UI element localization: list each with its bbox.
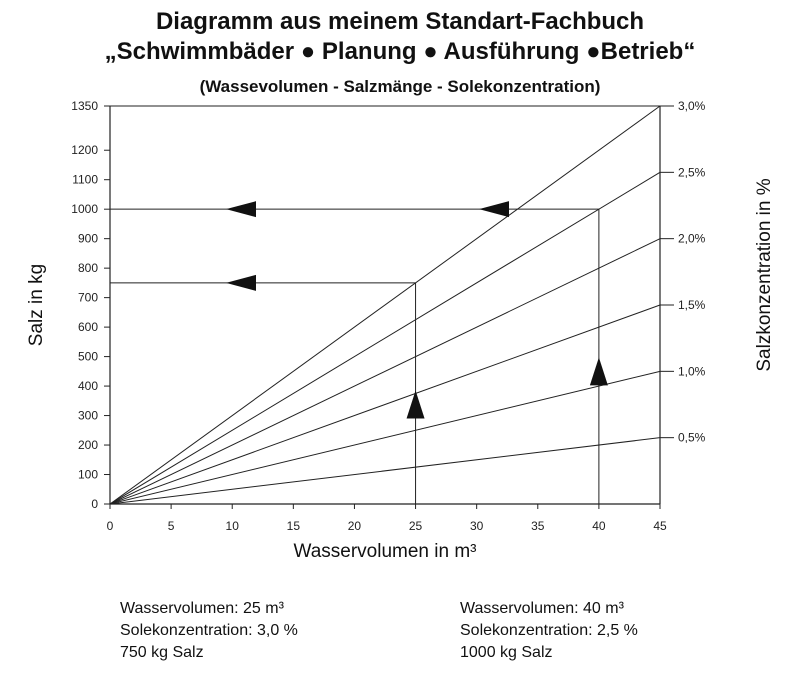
y-axis-label: Salz in kg: [26, 263, 47, 347]
x-tick-label: 30: [469, 519, 484, 533]
y-tick-label: 400: [77, 379, 98, 394]
y-tick-label: 0: [91, 497, 98, 511]
y-tick-label: 1000: [71, 202, 98, 217]
x-tick-label: 5: [167, 519, 175, 533]
x-tick-label: 35: [531, 519, 545, 533]
series-line: [110, 172, 660, 504]
y-tick-label: 700: [77, 290, 98, 305]
note-right-volume: Wasservolumen: 40 m³: [460, 600, 624, 617]
x-tick-label: 20: [347, 519, 362, 533]
chart-title-line-1: Diagramm aus meinem Standart-Fachbuch: [155, 8, 645, 35]
y-tick-label: 600: [77, 320, 98, 335]
series-line: [110, 239, 660, 504]
x-tick-label: 45: [653, 519, 667, 533]
x-axis-label: Wasservolumen in m³: [293, 541, 477, 562]
note-left-volume: Wasservolumen: 25 m³: [120, 600, 284, 617]
y-tick-label: 200: [77, 438, 98, 453]
x-tick-label: 0: [106, 519, 114, 533]
note-left-salt: 750 kg Salz: [120, 644, 204, 661]
x-tick-label: 15: [286, 519, 301, 533]
left-arrow: [226, 201, 256, 217]
x-tick-label: 10: [225, 519, 239, 533]
y-tick-label: 900: [77, 231, 98, 246]
series-label: 2,0%: [678, 231, 706, 246]
y-tick-label: 100: [77, 467, 98, 482]
series-label: 2,5%: [678, 165, 706, 180]
series-line: [110, 371, 660, 504]
x-tick-label: 40: [592, 519, 606, 533]
note-right-concentration: Solekonzentration: 2,5 %: [460, 622, 638, 639]
series-label: 1,5%: [678, 298, 706, 312]
y-tick-label: 300: [77, 408, 98, 423]
example-note-left: [120, 598, 298, 664]
series-line: [110, 305, 660, 504]
series-label: 3,0%: [678, 99, 706, 113]
up-arrow: [590, 357, 608, 385]
note-left-concentration: Solekonzentration: 3,0 %: [120, 622, 298, 639]
chart-subtitle: (Wassevolumen - Salzmänge - Solekonzentration): [199, 77, 601, 96]
y2-axis-label: Salzkonzentration in %: [754, 178, 775, 372]
up-arrow: [407, 391, 425, 419]
y-tick-label: 500: [77, 349, 98, 364]
left-arrow: [479, 201, 509, 217]
left-arrow: [226, 275, 256, 291]
note-right-salt: 1000 kg Salz: [460, 644, 553, 661]
y-tick-label: 1350: [71, 99, 98, 113]
y-tick-label: 800: [77, 261, 98, 276]
series-line: [110, 106, 660, 504]
series-label: 1,0%: [678, 364, 706, 379]
x-tick-label: 25: [408, 519, 423, 533]
series-line: [110, 438, 660, 504]
example-note-right: [460, 598, 638, 664]
chart-title-line-2: „Schwimmbäder ● Planung ● Ausführung ●Betrieb“: [104, 38, 696, 65]
y-tick-label: 1100: [72, 172, 98, 187]
y-tick-label: 1200: [71, 143, 98, 158]
series-label: 0,5%: [678, 430, 706, 445]
